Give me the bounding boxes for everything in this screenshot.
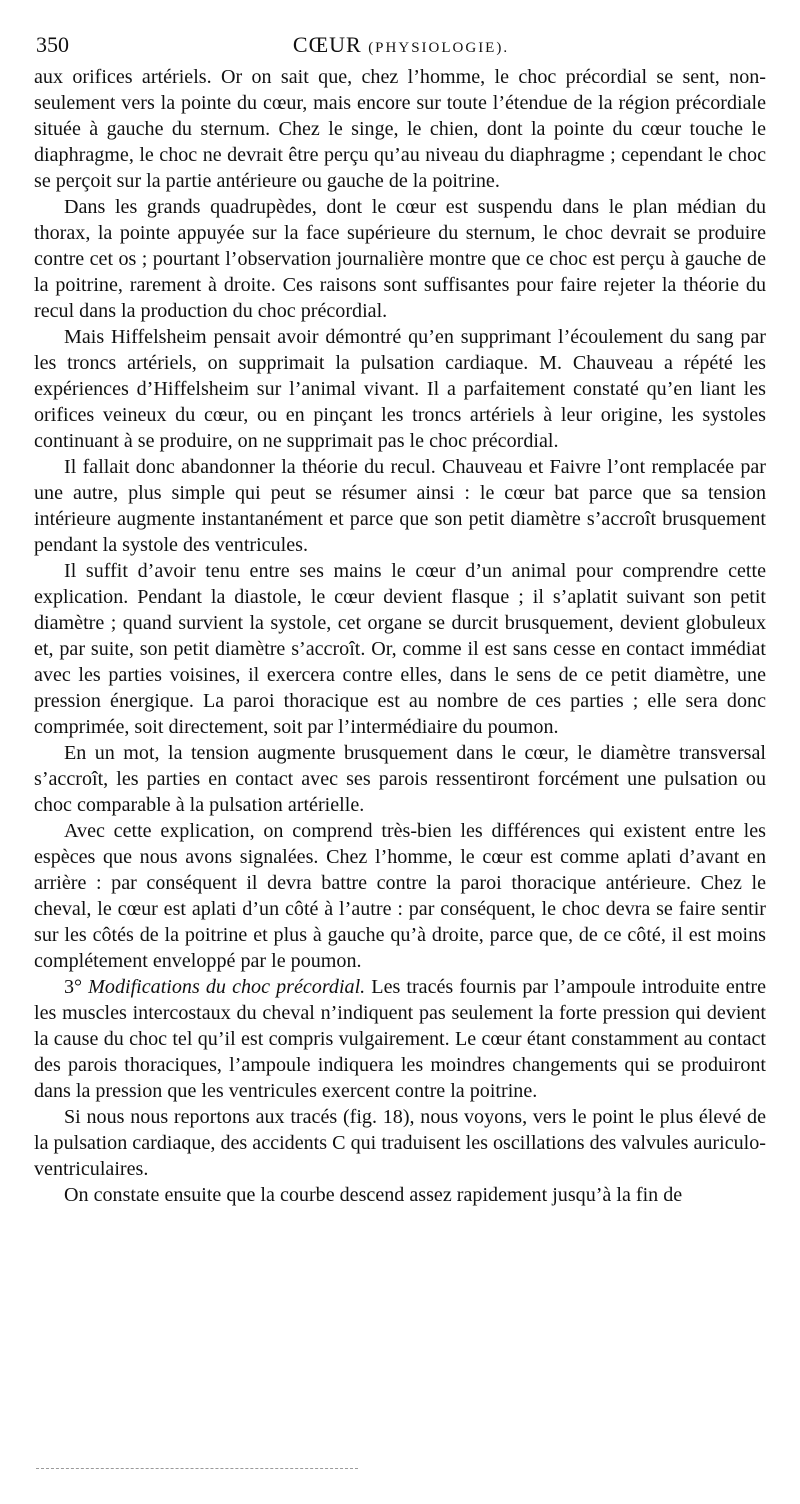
paragraph-5: Il suffit d’avoir tenu entre ses mains le cœur d’un animal pour comprendre cette explication. Pendant la diastole, le cœur devient flasque ; il s’aplatit suivant son petit diamètre ; quand survient la systole, cet organe se durcit brusquement, devient globuleux et, par suite, son petit diamètre s’accroît. Or, comme il est sans cesse en contact immédiat avec les parties voisines, il exercera contre elles, dans le sens de ce petit diamètre, une pression énergique. La paroi thoracique est au nombre de ces parties ; elle sera donc comprimée, soit directement, soit par l’intermédiaire du poumon. xyxy=(34,560,766,738)
paragraph-8 xyxy=(34,974,766,1104)
footer-rule xyxy=(36,1468,358,1469)
paragraph-6: En un mot, la tension augmente brusquement dans le cœur, le diamètre transversal s’accroît, les parties en contact avec ses parois ressentiront forcément une pulsation ou choc comparable à la pulsation artérielle. xyxy=(34,742,766,816)
paragraph-8-text: Les tracés fournis par l’ampoule introduite entre les muscles intercostaux du cheval n’indiquent pas seulement la forte pression qui devient la cause du choc tel qu’il est compris vulgairement. Le cœur étant constamment au contact des parois thoraciques, l’ampoule indiquera les moindres changements qui se produiront dans la pression que les ventricules exercent contre la poitrine. xyxy=(34,976,767,1102)
page-header xyxy=(36,30,766,60)
running-head xyxy=(36,30,766,63)
running-head-title: CŒUR xyxy=(292,32,362,57)
paragraph-4: Il fallait donc abandonner la théorie du recul. Chauveau et Faivre l’ont remplacée par une autre, plus simple qui peut se résumer ainsi : le cœur bat parce que sa tension intérieure augmente instantanément et parce que son petit diamètre s’accroît brusquement pendant la systole des ventricules. xyxy=(34,456,766,556)
paragraph-3: Mais Hiffelsheim pensait avoir démontré qu’en supprimant l’écoulement du sang par les troncs artériels, on supprimait la pulsation cardiaque. M. Chauveau a répété les expériences d’Hiffelsheim sur l’animal vivant. Il a parfaitement constaté qu’en liant les orifices veineux du cœur, ou en pinçant les troncs artériels à leur origine, les systoles continuant à se produire, on ne supprimait pas le choc précordial. xyxy=(34,326,766,452)
section-number: 3° xyxy=(64,976,89,998)
section-heading: Modifications du choc précordial. xyxy=(88,976,366,998)
paragraph-7: Avec cette explication, on comprend très-bien les différences qui existent entre les espèces que nous avons signalées. Chez l’homme, le cœur est comme aplati d’avant en arrière : par conséquent il devra battre contre la paroi thoracique antérieure. Chez le cheval, le cœur est aplati d’un côté à l’autre : par conséquent, le choc devra se faire sentir sur les côtés de la poitrine et plus à gauche qu’à droite, parce que, de ce côté, il est moins complétement enveloppé par le poumon. xyxy=(34,820,766,972)
body-text xyxy=(34,64,766,1208)
running-head-subtitle: (PHYSIOLOGIE). xyxy=(368,40,510,56)
paragraph-2: Dans les grands quadrupèdes, dont le cœur est suspendu dans le plan médian du thorax, la pointe appuyée sur la face supérieure du sternum, le choc devrait se produire contre cet os ; pourtant l’observation journalière montre que ce choc est perçu à gauche de la poitrine, rarement à droite. Ces raisons sont suffisantes pour faire rejeter la théorie du recul dans la production du choc précordial. xyxy=(34,196,766,322)
page-number: 350 xyxy=(36,32,69,57)
paragraph-10: On constate ensuite que la courbe descend assez rapidement jusqu’à la fin de xyxy=(64,1184,683,1206)
paragraph-9: Si nous nous reportons aux tracés (fig. 18), nous voyons, vers le point le plus élevé de la pulsation cardiaque, des accidents C qui traduisent les oscillations des valvules auriculo-ventriculaires. xyxy=(34,1106,766,1180)
paragraph-1: aux orifices artériels. Or on sait que, chez l’homme, le choc précordial se sent, non-seulement vers la pointe du cœur, mais encore sur toute l’étendue de la région précordiale située à gauche du sternum. Chez le singe, le chien, dont la pointe du cœur touche le diaphragme, le choc ne devrait être perçu qu’au niveau du diaphragme ; cependant le choc se perçoit sur la partie antérieure ou gauche de la poitrine. xyxy=(34,66,766,192)
